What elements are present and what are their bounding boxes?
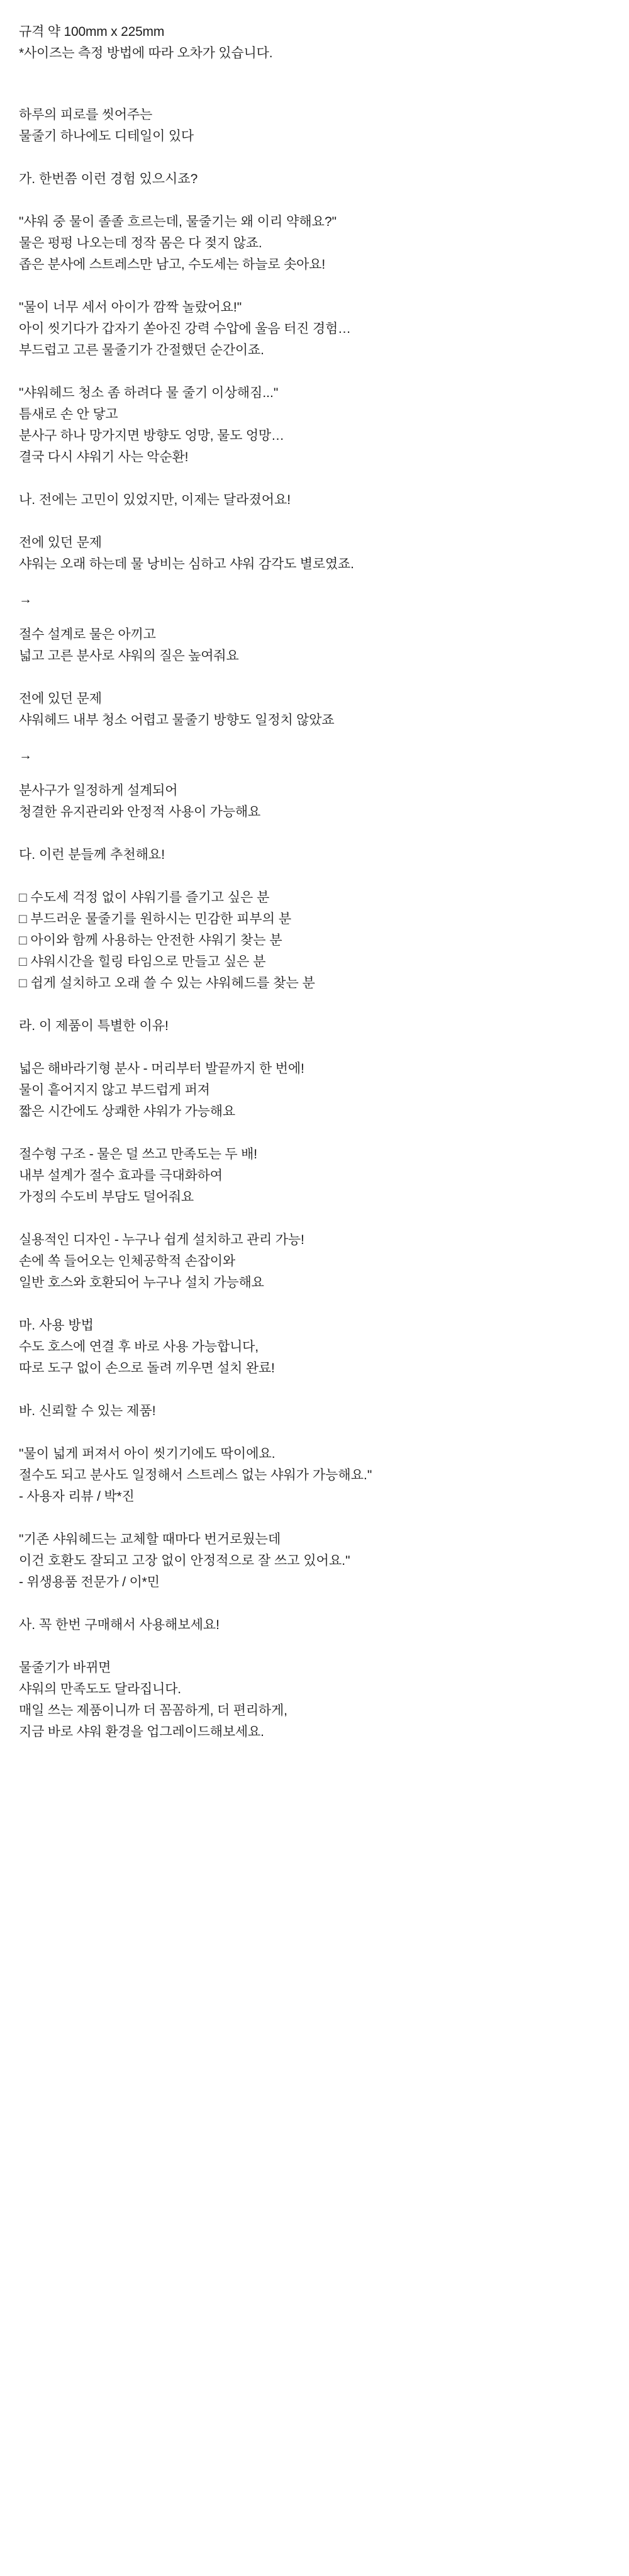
spacer bbox=[19, 1294, 610, 1315]
spacer bbox=[19, 361, 610, 383]
intro-block bbox=[19, 104, 610, 147]
review-block-1 bbox=[19, 1443, 610, 1508]
spacer bbox=[19, 1636, 610, 1657]
feature-line-1: 물이 흩어지지 않고 부드럽게 퍼져 bbox=[19, 1083, 210, 1097]
closing-line-3: 매일 쓰는 제품이니까 더 꼼꼼하게, 더 편리하게, bbox=[19, 1703, 287, 1718]
spacer bbox=[19, 575, 610, 589]
feature-line-1: 내부 설계가 절수 효과를 극대화하여 bbox=[19, 1168, 223, 1183]
section-g-heading: 사. 꼭 한번 구매해서 사용해보세요! bbox=[19, 1618, 220, 1632]
spacer bbox=[19, 731, 610, 745]
review-author: - 사용자 리뷰 / 박*진 bbox=[19, 1489, 135, 1504]
spec-block bbox=[19, 21, 610, 64]
section-b-heading: 나. 전에는 고민이 있었지만, 이제는 달라졌어요! bbox=[19, 493, 291, 507]
checkbox-item: □ 수도세 걱정 없이 샤워기를 즐기고 싶은 분 bbox=[19, 890, 270, 905]
problem-text: 샤워헤드 내부 청소 어렵고 물줄기 방향도 일정치 않았죠 bbox=[19, 713, 335, 727]
problem-label: 전에 있던 문제 bbox=[19, 535, 102, 550]
closing-line-4: 지금 바로 샤워 환경을 업그레이드해보세요. bbox=[19, 1725, 264, 1739]
spacer bbox=[19, 1037, 610, 1058]
feature-block-2 bbox=[19, 1144, 610, 1208]
section-a-item-2 bbox=[19, 297, 610, 361]
feature-title: 넓은 해바라기형 분사 - 머리부터 발끝까지 한 번에! bbox=[19, 1061, 304, 1076]
review-quote-line-2: 절수도 되고 분사도 일정해서 스트레스 없는 샤워가 가능해요." bbox=[19, 1468, 372, 1482]
experience-body-2: 부드럽고 고른 물줄기가 간절했던 순간이죠. bbox=[19, 343, 264, 357]
feature-line-2: 일반 호스와 호환되어 누구나 설치 가능해요 bbox=[19, 1275, 264, 1290]
experience-body-3: 결국 다시 샤워기 사는 악순환! bbox=[19, 450, 189, 464]
spec-size-line: 규격 약 100mm x 225mm bbox=[19, 25, 165, 39]
spacer bbox=[19, 610, 610, 624]
intro-line-2: 물줄기 하나에도 디테일이 있다 bbox=[19, 129, 194, 143]
spacer bbox=[19, 190, 610, 211]
solution-line-2: 청결한 유지관리와 안정적 사용이 가능해요 bbox=[19, 805, 261, 819]
spacer bbox=[19, 766, 610, 780]
feature-line-1: 손에 쏙 들어오는 인체공학적 손잡이와 bbox=[19, 1254, 235, 1268]
spacer bbox=[19, 147, 610, 169]
intro-line-1: 하루의 피로를 씻어주는 bbox=[19, 108, 153, 122]
section-d-heading: 라. 이 제품이 특별한 이유! bbox=[19, 1019, 169, 1033]
closing-line-2: 샤워의 만족도도 달라집니다. bbox=[19, 1682, 181, 1696]
checkbox-item: □ 샤워시간을 힐링 타임으로 만들고 싶은 분 bbox=[19, 955, 266, 969]
experience-body-1: 물은 펑펑 나오는데 정작 몸은 다 젖지 않죠. bbox=[19, 236, 262, 250]
feature-line-2: 가정의 수도비 부담도 덜어줘요 bbox=[19, 1190, 194, 1204]
review-quote-line-1: "물이 넓게 퍼져서 아이 씻기기에도 딱이에요. bbox=[19, 1447, 276, 1461]
spacer bbox=[19, 1422, 610, 1443]
section-e-heading: 마. 사용 방법 bbox=[19, 1318, 94, 1333]
feature-line-2: 짧은 시간에도 상쾌한 샤워가 가능해요 bbox=[19, 1104, 235, 1119]
checkbox-item: □ 부드러운 물줄기를 원하시는 민감한 피부의 분 bbox=[19, 912, 292, 926]
experience-body-1: 아이 씻기다가 갑자기 쏟아진 강력 수압에 울음 터진 경험… bbox=[19, 322, 351, 336]
section-c-heading: 다. 이런 분들께 추천해요! bbox=[19, 848, 165, 862]
spacer bbox=[19, 1593, 610, 1615]
solution-line-1: 분사구가 일정하게 설계되어 bbox=[19, 783, 178, 798]
section-f bbox=[19, 1401, 610, 1593]
spacer bbox=[19, 1208, 610, 1229]
experience-body-1: 틈새로 손 안 닿고 bbox=[19, 407, 118, 422]
spacer bbox=[19, 994, 610, 1016]
section-g bbox=[19, 1615, 610, 1743]
section-f-heading: 바. 신뢰할 수 있는 제품! bbox=[19, 1404, 156, 1418]
section-c bbox=[19, 844, 610, 994]
spacer bbox=[19, 866, 610, 887]
problem-text: 샤워는 오래 하는데 물 낭비는 심하고 샤워 감각도 별로였죠. bbox=[19, 557, 354, 571]
problem-label: 전에 있던 문제 bbox=[19, 692, 102, 706]
review-quote-line-2: 이건 호환도 잘되고 고장 없이 안정적으로 잘 쓰고 있어요." bbox=[19, 1554, 350, 1568]
feature-title: 실용적인 디자인 - 누구나 쉽게 설치하고 관리 가능! bbox=[19, 1233, 304, 1247]
experience-body-2: 좁은 분사에 스트레스만 남고, 수도세는 하늘로 솟아요! bbox=[19, 257, 325, 272]
section-a-item-1 bbox=[19, 211, 610, 276]
closing-line-1: 물줄기가 바뀌면 bbox=[19, 1660, 111, 1675]
solution-line-2: 넓고 고른 분사로 샤워의 질은 높여줘요 bbox=[19, 649, 239, 663]
review-author: - 위생용품 전문가 / 이*민 bbox=[19, 1575, 160, 1589]
feature-block-3 bbox=[19, 1229, 610, 1294]
spacer bbox=[19, 511, 610, 532]
arrow-icon: → bbox=[19, 748, 32, 763]
arrow-icon: → bbox=[19, 592, 32, 607]
spacer bbox=[19, 468, 610, 490]
review-block-2 bbox=[19, 1529, 610, 1593]
usage-line-2: 따로 도구 없이 손으로 돌려 끼우면 설치 완료! bbox=[19, 1361, 275, 1375]
spec-note-line: *사이즈는 측정 방법에 따라 오차가 있습니다. bbox=[19, 46, 273, 60]
review-quote-line-1: "기존 샤워헤드는 교체할 때마다 번거로웠는데 bbox=[19, 1532, 281, 1547]
experience-body-2: 분사구 하나 망가지면 방향도 엉망, 물도 엉망… bbox=[19, 428, 284, 443]
spacer bbox=[19, 1379, 610, 1401]
feature-block-1 bbox=[19, 1058, 610, 1123]
experience-quote: "샤워헤드 청소 좀 하려다 물 줄기 이상해짐..." bbox=[19, 386, 279, 400]
section-e bbox=[19, 1315, 610, 1379]
spacer bbox=[19, 1508, 610, 1529]
experience-quote: "물이 너무 세서 아이가 깜짝 놀랐어요!" bbox=[19, 300, 242, 315]
checkbox-item: □ 쉽게 설치하고 오래 쓸 수 있는 샤워헤드를 찾는 분 bbox=[19, 976, 315, 990]
before-after-block-1 bbox=[19, 532, 610, 667]
spacer bbox=[19, 1123, 610, 1144]
section-a-heading: 가. 한번쯤 이런 경험 있으시죠? bbox=[19, 172, 198, 186]
spacer bbox=[19, 823, 610, 844]
spacer bbox=[19, 64, 610, 104]
section-a bbox=[19, 169, 610, 468]
section-b bbox=[19, 490, 610, 823]
section-d bbox=[19, 1016, 610, 1294]
usage-line-1: 수도 호스에 연결 후 바로 사용 가능합니다, bbox=[19, 1340, 259, 1354]
spacer bbox=[19, 667, 610, 688]
spacer bbox=[19, 276, 610, 297]
experience-quote: "샤워 중 물이 졸졸 흐르는데, 물줄기는 왜 이리 약해요?" bbox=[19, 215, 337, 229]
section-a-item-3 bbox=[19, 383, 610, 468]
checkbox-item: □ 아이와 함께 사용하는 안전한 샤워기 찾는 분 bbox=[19, 933, 282, 948]
before-after-block-2 bbox=[19, 688, 610, 823]
feature-title: 절수형 구조 - 물은 덜 쓰고 만족도는 두 배! bbox=[19, 1147, 257, 1162]
solution-line-1: 절수 설계로 물은 아끼고 bbox=[19, 627, 156, 642]
